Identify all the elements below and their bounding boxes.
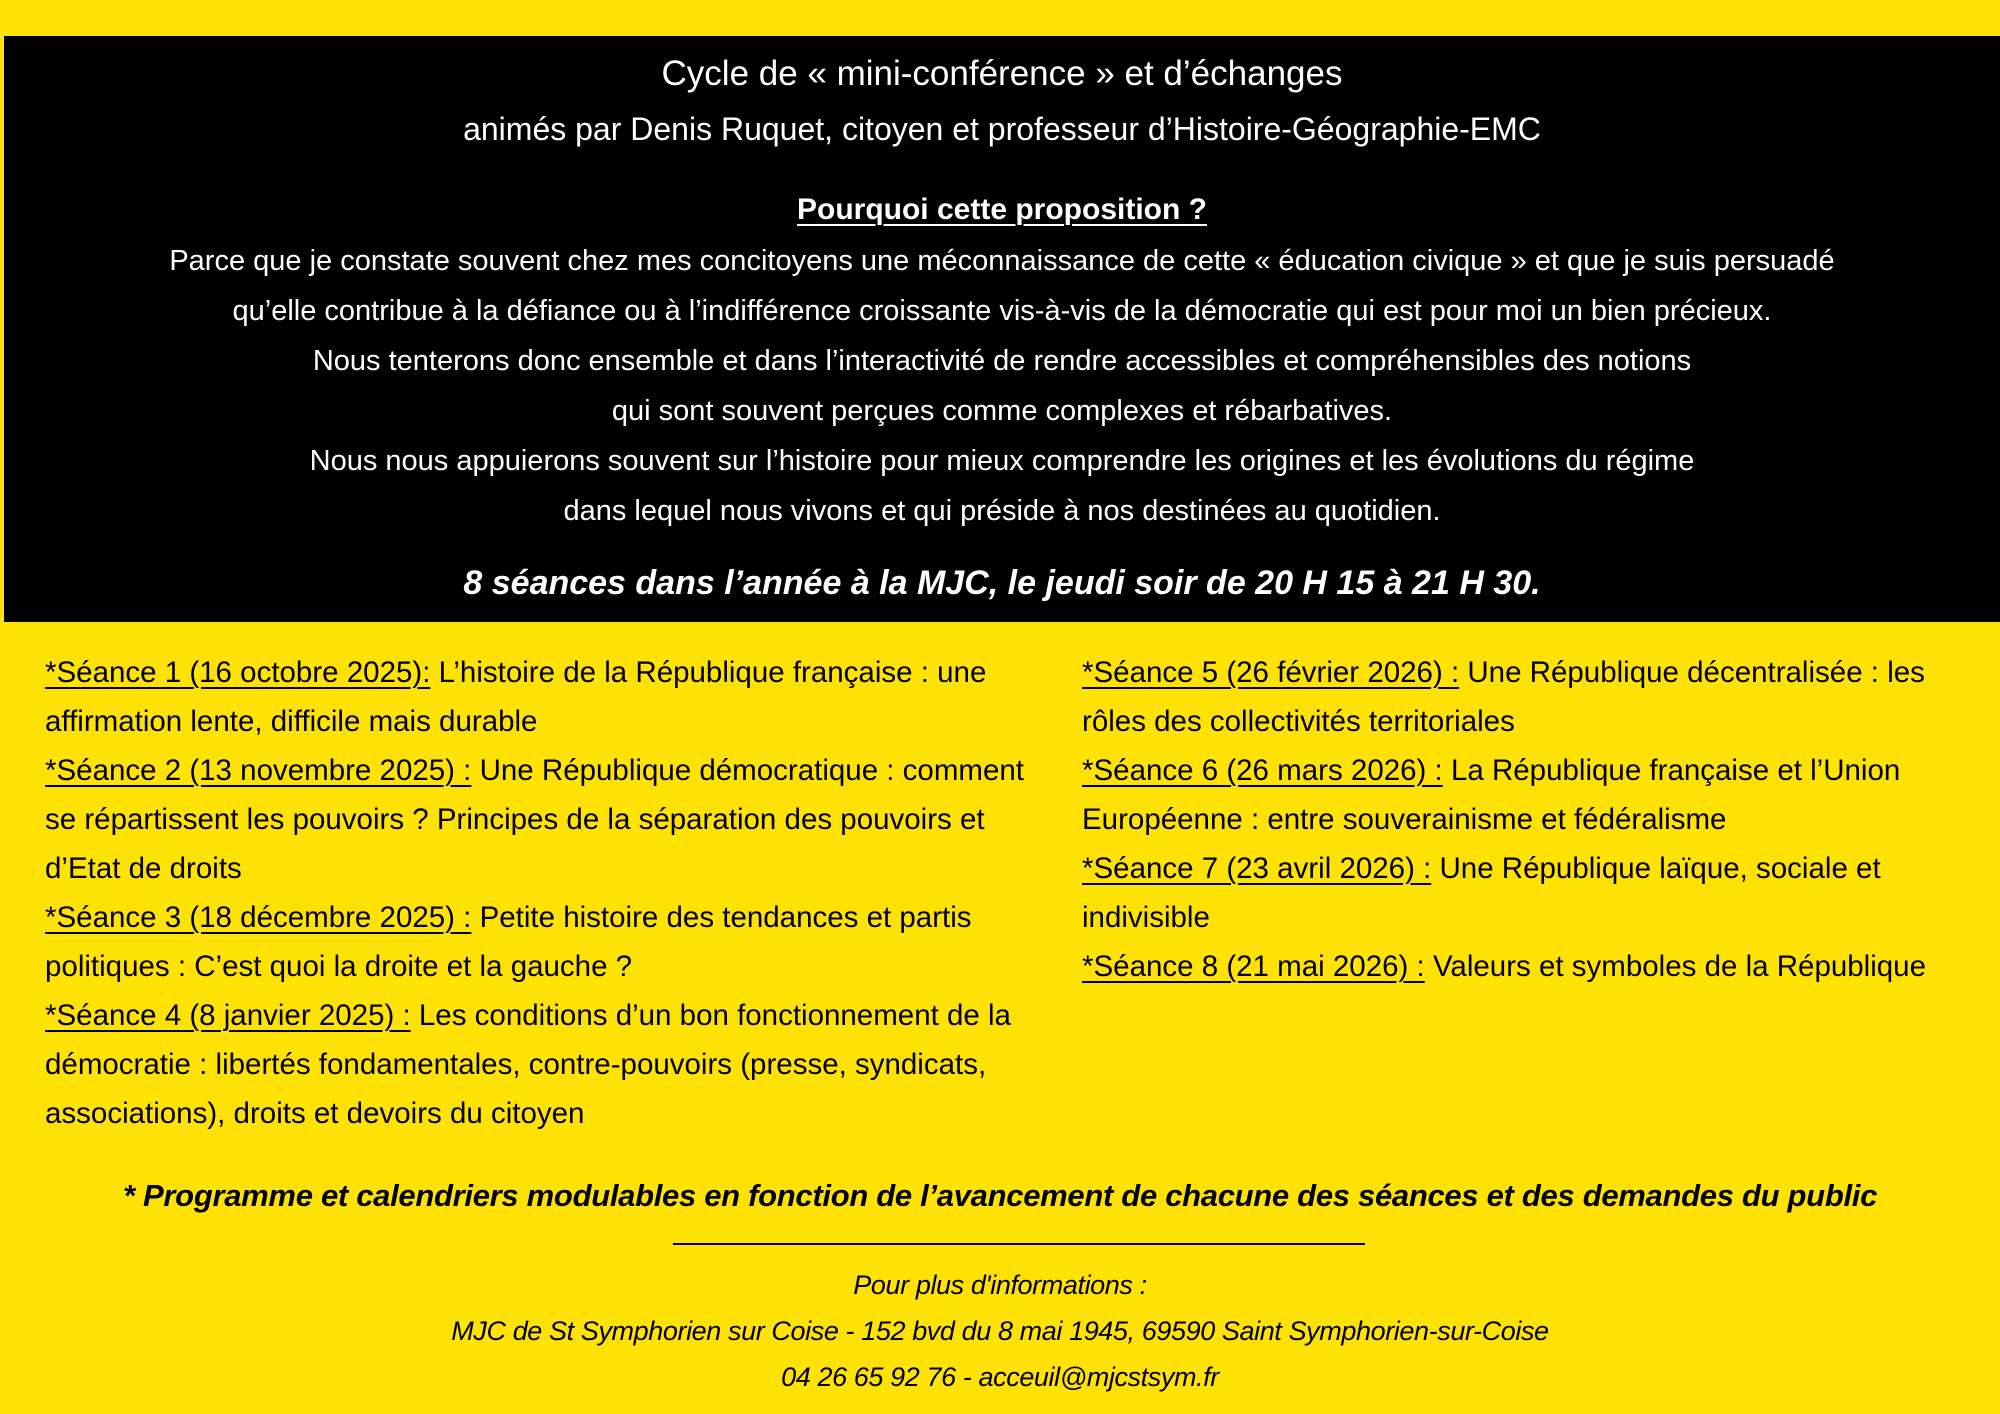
intro-line: qui sont souvent perçues comme complexes et rébarbatives. bbox=[611, 395, 1393, 427]
session-heading: *Séance 7 (23 avril 2026) : bbox=[1082, 852, 1432, 885]
intro-paragraph bbox=[4, 236, 2000, 536]
sessions-banner: 8 séances dans l’année à la MJC, le jeudi soir de 20 H 15 à 21 H 30. bbox=[463, 564, 1541, 602]
session-description: Petite histoire des tendances et partis politiques : C’est quoi la droite et la gauche ? bbox=[45, 901, 972, 983]
session-heading: *Séance 1 (16 octobre 2025): bbox=[45, 656, 431, 689]
intro-line: dans lequel nous vivons et qui préside à nos destinées au quotidien. bbox=[563, 495, 1441, 527]
session-item-2 bbox=[45, 746, 1040, 893]
session-item-1 bbox=[45, 648, 1040, 746]
info-heading: Pour plus d'informations : bbox=[853, 1270, 1147, 1300]
session-item-3 bbox=[45, 893, 1040, 991]
flyer-title: Cycle de « mini-conférence » et d’échanges bbox=[661, 54, 1343, 93]
session-heading: *Séance 2 (13 novembre 2025) : bbox=[45, 754, 472, 787]
intro-line: Parce que je constate souvent chez mes concitoyens une méconnaissance de cette « éducation civique » et que je suis persuadé bbox=[169, 245, 1835, 277]
session-item-5 bbox=[1082, 648, 1962, 746]
session-heading: *Séance 5 (26 février 2026) : bbox=[1082, 656, 1460, 689]
schedule-column-left bbox=[45, 648, 1040, 1138]
divider-line bbox=[673, 1243, 1365, 1245]
session-description: Valeurs et symboles de la République bbox=[1424, 950, 1926, 983]
session-description: L’histoire de la République française : une affirmation lente, difficile mais durable bbox=[45, 656, 987, 738]
intro-line: qu’elle contribue à la défiance ou à l’indifférence croissante vis-à-vis de la démocratie qui est pour moi un bien précieux. bbox=[232, 295, 1772, 327]
session-heading: *Séance 4 (8 janvier 2025) : bbox=[45, 999, 411, 1032]
schedule-section bbox=[45, 648, 1962, 1138]
session-heading: *Séance 3 (18 décembre 2025) : bbox=[45, 901, 472, 934]
intro-line: Nous tenterons donc ensemble et dans l’interactivité de rendre accessibles et compréhensibles des notions bbox=[312, 345, 1692, 377]
schedule-column-right bbox=[1082, 648, 1962, 1138]
header-panel bbox=[4, 36, 2000, 622]
session-item-6 bbox=[1082, 746, 1962, 844]
session-description: La République française et l’Union Européenne : entre souverainisme et fédéralisme bbox=[1082, 754, 1901, 836]
session-item-8 bbox=[1082, 942, 1962, 991]
intro-line: Nous nous appuierons souvent sur l’histoire pour mieux comprendre les origines et les évolutions du régime bbox=[309, 445, 1695, 477]
session-description: Une République laïque, sociale et indivisible bbox=[1082, 852, 1881, 934]
why-heading: Pourquoi cette proposition ? bbox=[797, 193, 1207, 226]
program-note: * Programme et calendriers modulables en fonction de l’avancement de chacune des séances et des demandes du public bbox=[122, 1178, 1878, 1213]
session-description: Une République décentralisée : les rôles des collectivités territoriales bbox=[1082, 656, 1925, 738]
info-address: MJC de St Symphorien sur Coise - 152 bvd du 8 mai 1945, 69590 Saint Symphorien-sur-Coise bbox=[451, 1316, 1549, 1346]
session-heading: *Séance 8 (21 mai 2026) : bbox=[1082, 950, 1425, 983]
info-contact: 04 26 65 92 76 - acceuil@mjcstsym.fr bbox=[781, 1362, 1219, 1392]
contact-info bbox=[0, 1262, 2000, 1400]
session-description: Les conditions d’un bon fonctionnement de la démocratie : libertés fondamentales, contre-pouvoirs (presse, syndicats, associations), droits et devoirs du citoyen bbox=[45, 999, 1011, 1130]
flyer-subtitle: animés par Denis Ruquet, citoyen et professeur d’Histoire-Géographie-EMC bbox=[463, 111, 1541, 147]
session-heading: *Séance 6 (26 mars 2026) : bbox=[1082, 754, 1443, 787]
session-description: Une République démocratique : comment se répartissent les pouvoirs ? Principes de la séparation des pouvoirs et d’Etat de droits bbox=[45, 754, 1024, 885]
session-item-7 bbox=[1082, 844, 1962, 942]
session-item-4 bbox=[45, 991, 1040, 1138]
